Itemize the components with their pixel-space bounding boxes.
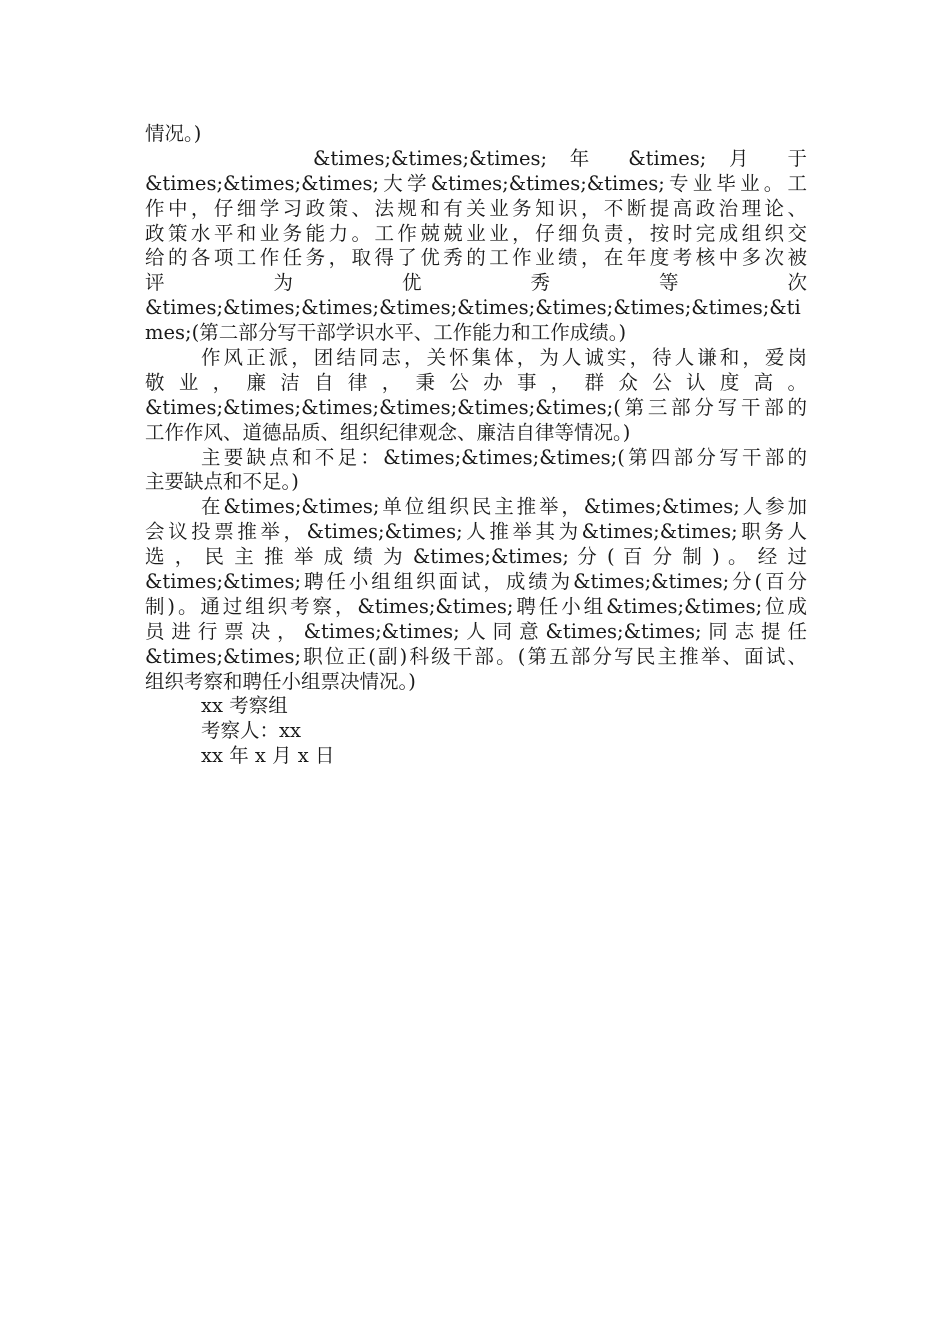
text-line: &times;&times;&times;大学&times;&times;&times;专业毕业。工: [145, 171, 807, 195]
text-line: 敬 业 ， 廉 洁 自 律 ， 秉 公 办 事 ， 群 众 公 认 度 高 。: [145, 370, 807, 394]
text-line: 给的各项工作任务，取得了优秀的工作业绩，在年度考核中多次被: [145, 246, 807, 270]
text-line: 组织考察和聘任小组票决情况。): [145, 669, 416, 693]
signature-date: xx 年 x 月 x 日: [201, 744, 335, 768]
text-line: &times;&times;职位正(副)科级干部。(第五部分写民主推举、面试、: [145, 644, 807, 668]
text-line: 作风正派，团结同志，关怀集体，为人诚实，待人谦和，爱岗: [201, 346, 807, 370]
text-line: 政策水平和业务能力。工作兢兢业业，仔细负责，按时完成组织交: [145, 221, 807, 245]
text-line: 员 进 行 票 决 ， &times;&times; 人 同 意 &times;&times; 同 志 提 任: [145, 619, 807, 643]
text-line: &times;&times;&times; 年 &times; 月 于: [313, 146, 807, 170]
text-line: 主要缺点和不足。): [145, 470, 299, 494]
text-line: 情况。): [145, 122, 202, 145]
text-line: 工作作风、道德品质、组织纪律观念、廉洁自律等情况。): [145, 420, 631, 444]
text-line: 制)。通过组织考察，&times;&times;聘任小组&times;&times;位成: [145, 594, 807, 618]
text-line: 主要缺点和不足：&times;&times;&times;(第四部分写干部的: [201, 445, 807, 469]
text-line: 选 ， 民 主 推 举 成 绩 为 &times;&times; 分 ( 百 分 制 ) 。 经 过: [145, 545, 807, 569]
signature-group: xx 考察组: [201, 694, 288, 718]
document-body: [145, 122, 807, 769]
text-line: &times;&times;聘任小组组织面试，成绩为&times;&times;分(百分: [145, 570, 807, 594]
text-line: &times;&times;&times;&times;&times;&times;(第三部分写干部的: [145, 395, 807, 419]
text-line: 评 为 优 秀 等 次: [145, 271, 807, 295]
text-line: 会议投票推举，&times;&times;人推举其为&times;&times;职务人: [145, 520, 807, 544]
text-line: &times;&times;&times;&times;&times;&times;&times;&times;&ti: [145, 296, 801, 320]
text-line: 在&times;&times;单位组织民主推举，&times;&times;人参加: [201, 495, 807, 519]
text-line: 作中，仔细学习政策、法规和有关业务知识，不断提高政治理论、: [145, 196, 807, 220]
text-line: mes;(第二部分写干部学识水平、工作能力和工作成绩。): [145, 321, 627, 345]
signature-inspector: 考察人：xx: [201, 719, 301, 743]
